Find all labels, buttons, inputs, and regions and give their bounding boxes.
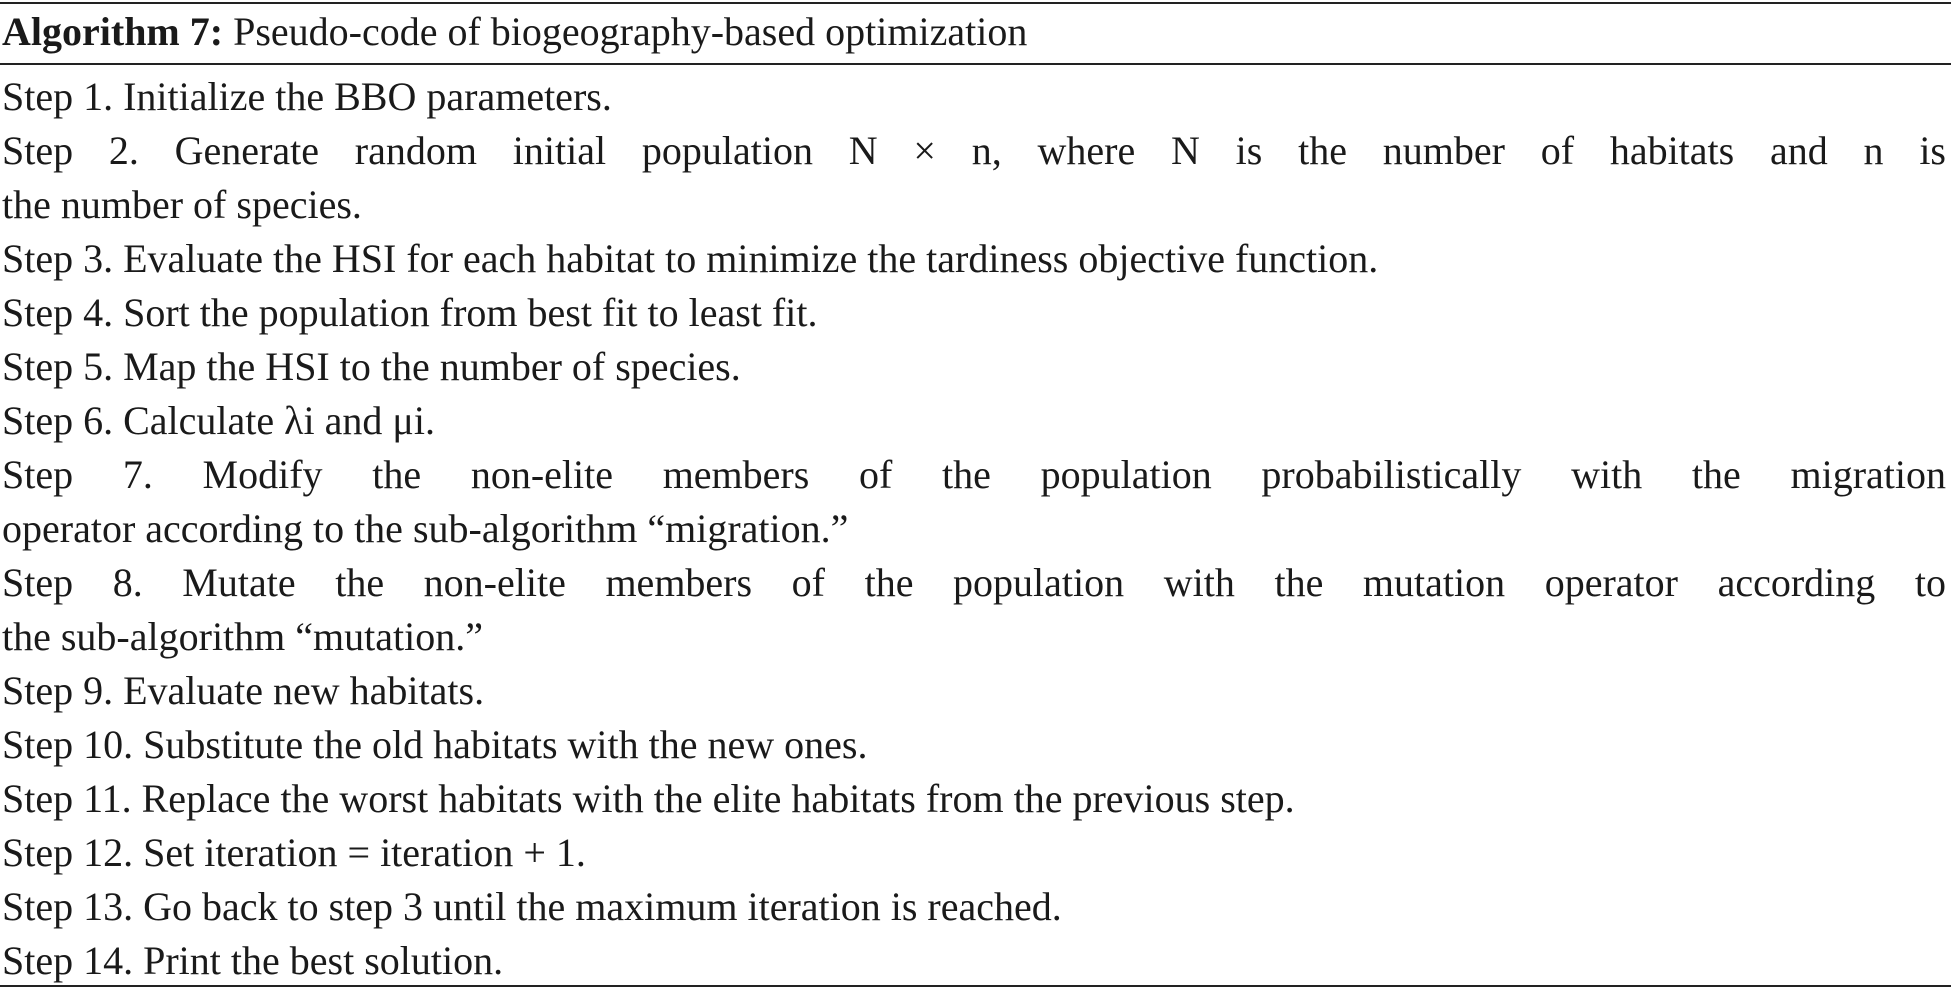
step-line: Step 6. Calculate λi and μi. — [2, 398, 435, 443]
step-line: Step 10. Substitute the old habitats with the new ones. — [2, 722, 868, 767]
step-line: Step 4. Sort the population from best fit to least fit. — [2, 290, 818, 335]
top-rule — [0, 2, 1951, 4]
step-line: Step 13. Go back to step 3 until the maximum iteration is reached. — [2, 884, 1062, 929]
caption-rule — [0, 63, 1951, 65]
algorithm-label: Algorithm 7: — [2, 9, 224, 54]
step-line: Step 3. Evaluate the HSI for each habitat to minimize the tardiness objective function. — [2, 236, 1379, 281]
step-line: Step 2. Generate random initial population N × n, where N is the number of habitats and n is — [2, 128, 1946, 173]
step-line: Step 1. Initialize the BBO parameters. — [2, 74, 612, 119]
step-line: Step 7. Modify the non-elite members of the population probabilistically with the migration — [2, 452, 1946, 497]
step-line: Step 12. Set iteration = iteration + 1. — [2, 830, 586, 875]
step-line: Step 5. Map the HSI to the number of species. — [2, 344, 741, 389]
step-line: operator according to the sub-algorithm “migration.” — [2, 506, 849, 551]
step-line: Step 11. Replace the worst habitats with the elite habitats from the previous step. — [2, 776, 1295, 821]
step-line: Step 14. Print the best solution. — [2, 938, 504, 983]
algorithm-caption — [2, 6, 1027, 58]
algorithm-title: Pseudo-code of biogeography-based optimization — [233, 9, 1028, 54]
step-line: Step 9. Evaluate new habitats. — [2, 668, 485, 713]
bottom-rule — [0, 985, 1951, 987]
step-list — [2, 70, 1946, 988]
step-line: Step 8. Mutate the non-elite members of the population with the mutation operator according to — [2, 560, 1946, 605]
step-line: the number of species. — [2, 182, 362, 227]
step-line: the sub-algorithm “mutation.” — [2, 614, 483, 659]
